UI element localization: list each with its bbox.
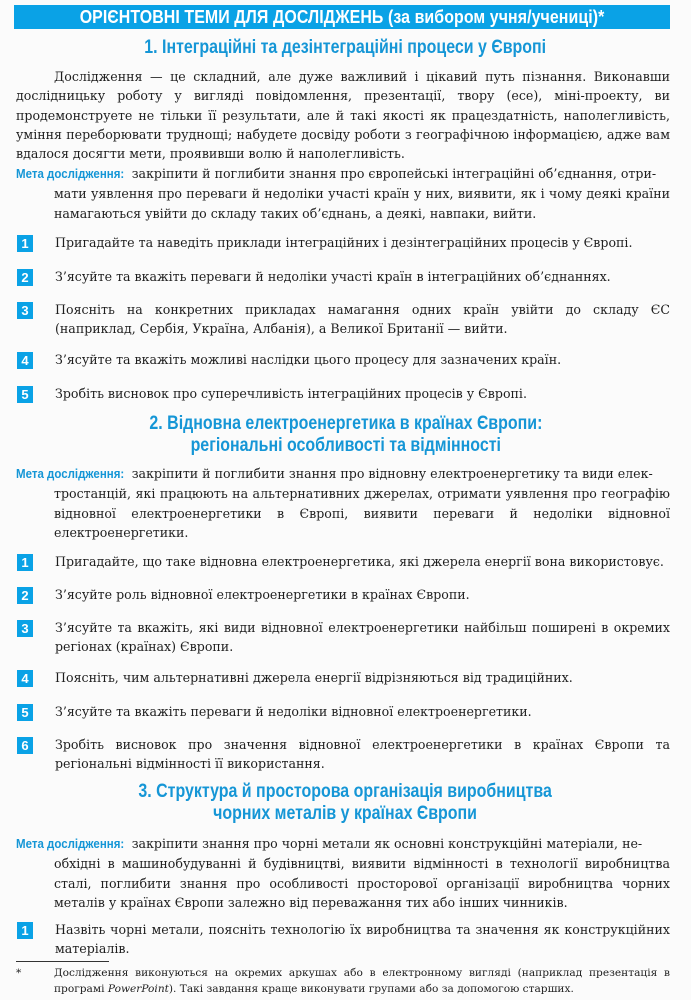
task-number-badge: 5	[17, 386, 33, 403]
task-number-badge: 1	[17, 922, 33, 939]
task-number-badge: 2	[17, 587, 33, 604]
footnote-marker: *	[16, 967, 22, 979]
section-1-task-2: 2 З’ясуйте та вкажіть переваги й недоліки участі країн в інтеграційних об’єднаннях.	[17, 267, 670, 286]
section-1-title: 1. Інтеграційні та дезінтеграційні процеси у Європі	[144, 37, 547, 58]
intro-paragraph: Дослідження — це складний, але дуже важливий і цікавий путь пізнання. Виконавши дослідницьку роботу у вигляді повідомлення, презентації, твору (есе), міні-проекту, ви продемонструете не тільки її результати, але й такі якості як працездатність, наполегливість, уміння переборювати труднощі; набудете досвіду роботи з географічною інформацією, адже вам вдалося досягти мети, проявивши волю й наполегливість.	[16, 69, 670, 162]
section-2-goal: Мета дослідження: закріпити й поглибити знання про відновну електроенергетику та види елек- тростанцій, які працюють на альтернативних джерелах, отримати уявлення про географію відновної електроенергетики в Європі, виявити переваги й недоліки відновної електроенергетики.	[16, 466, 670, 540]
goal-label: Мета дослідження:	[16, 837, 125, 851]
task-number-badge: 1	[17, 235, 33, 252]
goal-label: Мета дослідження:	[16, 167, 125, 181]
section-1-task-5: 5 Зробіть висновок про суперечливість інтеграційних процесів у Європі.	[17, 384, 670, 403]
task-number-badge: 3	[17, 302, 33, 319]
section-2-task-1: 1 Пригадайте, що таке відновна електроенергетика, які джерела енергії вона використовує.	[17, 552, 670, 571]
task-number-badge: 4	[17, 670, 33, 687]
section-1-task-1: 1 Пригадайте та наведіть приклади інтеграційних і дезінтеграційних процесів у Європі.	[17, 233, 670, 252]
section-2-task-5: 5 З’ясуйте та вкажіть переваги й недоліки відновної електроенергетики.	[17, 702, 670, 721]
section-3-goal: Мета дослідження: закріпити знання про чорні метали як основні конструкційні матеріали, не- обхідні в машинобудуванні й будівництві, виявити відмінності в технології виробництва сталі, поглибити знання про особливості просторової організації виробництва чорних металів у країнах Європи залежно від переважання тих або інших чинників.	[16, 836, 670, 910]
goal-label: Мета дослідження:	[16, 467, 125, 481]
section-3-title: 3. Структура й просторова організація виробництва чорних металів у країнах Європи	[138, 781, 553, 824]
footnote-divider	[16, 961, 109, 962]
task-number-badge: 2	[17, 269, 33, 286]
task-number-badge: 4	[17, 352, 33, 369]
section-2-task-3: 3 З’ясуйте та вкажіть, які види відновної електроенергетики найбільш поширені в окремих регіонах (країнах) Європи.	[17, 618, 670, 657]
task-number-badge: 3	[17, 620, 33, 637]
section-3-task-1: 1 Назвіть чорні метали, поясніть технологію їх виробництва та значення як конструкційних матеріалів.	[17, 920, 670, 959]
footnote: * Дослідження виконуються на окремих аркушах або в електронному вигляді (наприклад презентація в програмі PowerPoint). Такі завдання краще виконувати групами або за допомогою старших.	[16, 967, 670, 995]
section-2-task-6: 6 Зробіть висновок про значення відновної електроенергетики в країнах Європи та регіональні відмінності її використання.	[17, 735, 670, 774]
section-2-task-4: 4 Поясніть, чим альтернативні джерела енергії відрізняються від традиційних.	[17, 668, 670, 687]
task-number-badge: 6	[17, 737, 33, 754]
topics-banner	[14, 5, 670, 29]
task-number-badge: 1	[17, 554, 33, 571]
section-1-task-4: 4 З’ясуйте та вкажіть можливі наслідки цього процесу для зазначених країн.	[17, 350, 670, 369]
banner-title: ОРІЄНТОВНІ ТЕМИ ДЛЯ ДОСЛІДЖЕНЬ (за вибором учня/учениці)*	[79, 6, 605, 27]
section-2-task-2: 2 З’ясуйте роль відновної електроенергетики в країнах Європи.	[17, 585, 670, 604]
section-1-goal: Мета дослідження: закріпити й поглибити знання про європейські інтеграційні об’єднання, отри- мати уявлення про переваги й недоліки участі країн у них, виявити, як і чому деякі країни намагаються увійти до складу таких об’єднань, а деякі, навпаки, вийти.	[16, 166, 670, 221]
task-number-badge: 5	[17, 704, 33, 721]
section-1-task-3: 3 Поясніть на конкретних прикладах намагання одних країн увійти до складу ЄС (наприклад, Сербія, Україна, Албанія), а Великої Британії — вийти.	[17, 300, 670, 339]
section-2-title: 2. Відновна електроенергетика в країнах Європи: регіональні особливості та відмінності	[149, 413, 542, 456]
